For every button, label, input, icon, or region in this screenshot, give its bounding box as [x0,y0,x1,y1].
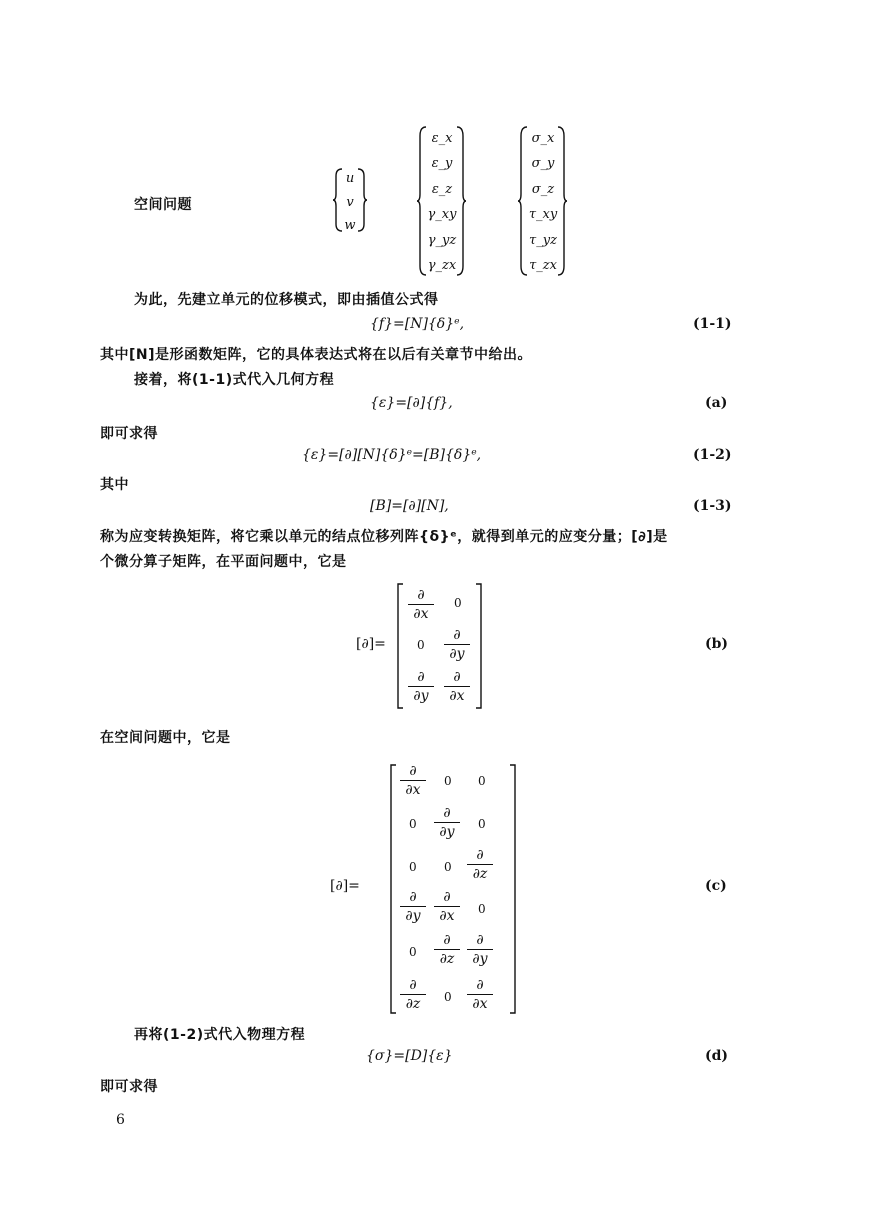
space-problem-label: 空间问题 [134,197,192,213]
brace-left-icon [333,168,343,232]
partial-x: ∂ ∂x [444,670,470,703]
zero: 0 [478,774,486,788]
partial-y: ∂ ∂y [408,670,434,703]
paragraph: 再将(1-2)式代入物理方程 [134,1027,306,1043]
equation-a: {ε}=[∂]{f}, [370,395,453,411]
paragraph: 即可求得 [100,1079,158,1095]
equation-1-2: {ε}=[∂][N]{δ}ᵉ=[B]{δ}ᵉ, [302,447,482,463]
stress-tyz: τ_yz [529,232,557,248]
equation-number: (c) [705,878,727,894]
zero: 0 [409,945,417,959]
partial-z: ∂ ∂z [467,848,493,881]
strain-ex: ε_x [431,131,453,146]
equation-1-1: {f}=[N]{δ}ᵉ, [370,316,465,332]
zero: 0 [444,990,452,1004]
paragraph: 其中 [100,477,129,493]
strain-vector [428,132,456,272]
bracket-left-icon [390,764,396,1014]
equation-number: (1-1) [693,316,732,332]
matrix-c-lhs: [∂]= [330,878,360,894]
page-number: 6 [116,1112,125,1128]
displacement-v: v [346,194,354,210]
paragraph: 接着，将(1-1)式代入几何方程 [134,372,335,388]
zero: 0 [417,638,425,652]
equation-d: {σ}=[D]{ε} [366,1048,453,1064]
paragraph: 为此，先建立单元的位移模式，即由插值公式得 [134,292,439,308]
equation-number: (1-3) [693,498,732,514]
brace-right-icon [456,126,466,276]
stress-sz: σ_z [531,181,555,197]
bracket-left-icon [397,583,403,709]
stress-vector [529,132,557,272]
equation-number: (d) [705,1048,729,1064]
stress-txy: τ_xy [528,207,558,223]
matrix-b-lhs: [∂]= [356,636,386,652]
zero: 0 [409,860,417,874]
partial-x: ∂ ∂x [434,890,460,923]
bracket-right-icon [510,764,516,1014]
paragraph: 即可求得 [100,426,158,442]
zero: 0 [444,774,452,788]
displacement-w: w [344,218,356,233]
strain-gyz: γ_yz [427,232,457,248]
zero: 0 [409,817,417,831]
brace-right-icon [357,168,367,232]
paragraph: 在空间问题中，它是 [100,730,231,746]
strain-gxy: γ_xy [427,207,457,223]
equation-number: (a) [705,395,728,411]
strain-ey: ε_y [431,156,453,172]
displacement-u: u [345,171,355,186]
displacement-vector [343,172,357,232]
stress-sx: σ_x [531,131,555,146]
partial-x: ∂ ∂x [400,764,426,797]
partial-y: ∂ ∂y [434,806,460,839]
paragraph: 其中[N]是形函数矩阵，它的具体表达式将在以后有关章节中给出。 [100,347,533,363]
equation-1-3: [B]=[∂][N], [370,498,449,514]
stress-sy: σ_y [531,156,555,172]
partial-y: ∂ ∂y [467,933,493,966]
zero: 0 [478,817,486,831]
equation-number: (1-2) [693,447,732,463]
partial-y: ∂ ∂y [400,890,426,923]
brace-left-icon [518,126,528,276]
strain-ez: ε_z [431,181,453,197]
equation-number: (b) [705,636,729,652]
zero: 0 [444,860,452,874]
partial-x: ∂ ∂x [408,588,434,621]
brace-left-icon [417,126,427,276]
paragraph: 称为应变转换矩阵，将它乘以单元的结点位移列阵{δ}ᵉ，就得到单元的应变分量；[∂]是 [100,529,668,545]
partial-z: ∂ ∂z [400,978,426,1011]
stress-tzx: τ_zx [529,257,557,273]
paragraph: 个微分算子矩阵，在平面问题中，它是 [100,554,347,570]
strain-gzx: γ_zx [427,257,457,273]
partial-z: ∂ ∂z [434,933,460,966]
zero: 0 [454,596,462,610]
partial-x: ∂ ∂x [467,978,493,1011]
zero: 0 [478,902,486,916]
bracket-right-icon [476,583,482,709]
partial-y: ∂ ∂y [444,628,470,661]
brace-right-icon [557,126,567,276]
